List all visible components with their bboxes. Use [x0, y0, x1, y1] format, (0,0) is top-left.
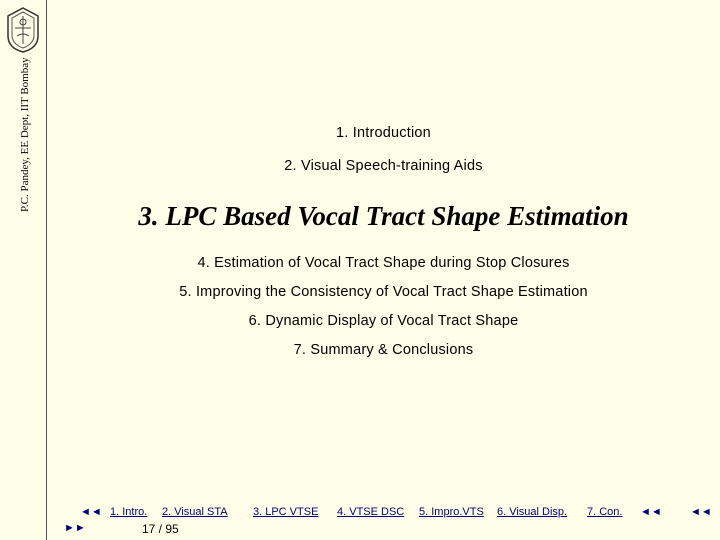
footer-nav [50, 500, 720, 540]
author-credit: P.C. Pandey, EE Dept, IIT Bombay [19, 57, 31, 212]
footer-link-visual-disp[interactable]: 6. Visual Disp. [497, 506, 568, 518]
toc-item-introduction[interactable]: 1. Introduction [336, 125, 431, 141]
sidebar [0, 0, 47, 540]
forward-arrow-icon[interactable]: ►► [64, 522, 86, 534]
toc-item-dynamic-display[interactable]: 6. Dynamic Display of Vocal Tract Shape [248, 313, 519, 329]
toc-item-summary[interactable]: 7. Summary & Conclusions [293, 342, 474, 358]
prev-arrow-icon[interactable]: ◄◄ [640, 506, 662, 518]
footer-link-con[interactable]: 7. Con. [587, 506, 623, 518]
end-arrow-icon[interactable]: ◄◄ [690, 506, 712, 518]
back-arrow-icon[interactable]: ◄◄ [80, 506, 102, 518]
footer-link-impro-vts[interactable]: 5. Impro.VTS [419, 506, 484, 518]
toc-item-visual-aids[interactable]: 2. Visual Speech-training Aids [284, 158, 483, 174]
footer-link-intro[interactable]: 1. Intro. [110, 506, 148, 518]
current-section-title: 3. LPC Based Vocal Tract Shape Estimation [138, 201, 629, 231]
page-number: 17 / 95 [142, 522, 179, 536]
footer-link-visual-sta[interactable]: 2. Visual STA [162, 506, 228, 518]
footer-link-lpc-vtse[interactable]: 3. LPC VTSE [253, 506, 319, 518]
footer-link-vtse-dsc[interactable]: 4. VTSE DSC [337, 506, 405, 518]
toc-item-stop-closures[interactable]: 4. Estimation of Vocal Tract Shape during Stop Closures [197, 255, 570, 271]
toc-item-consistency[interactable]: 5. Improving the Consistency of Vocal Tract Shape Estimation [179, 284, 588, 300]
